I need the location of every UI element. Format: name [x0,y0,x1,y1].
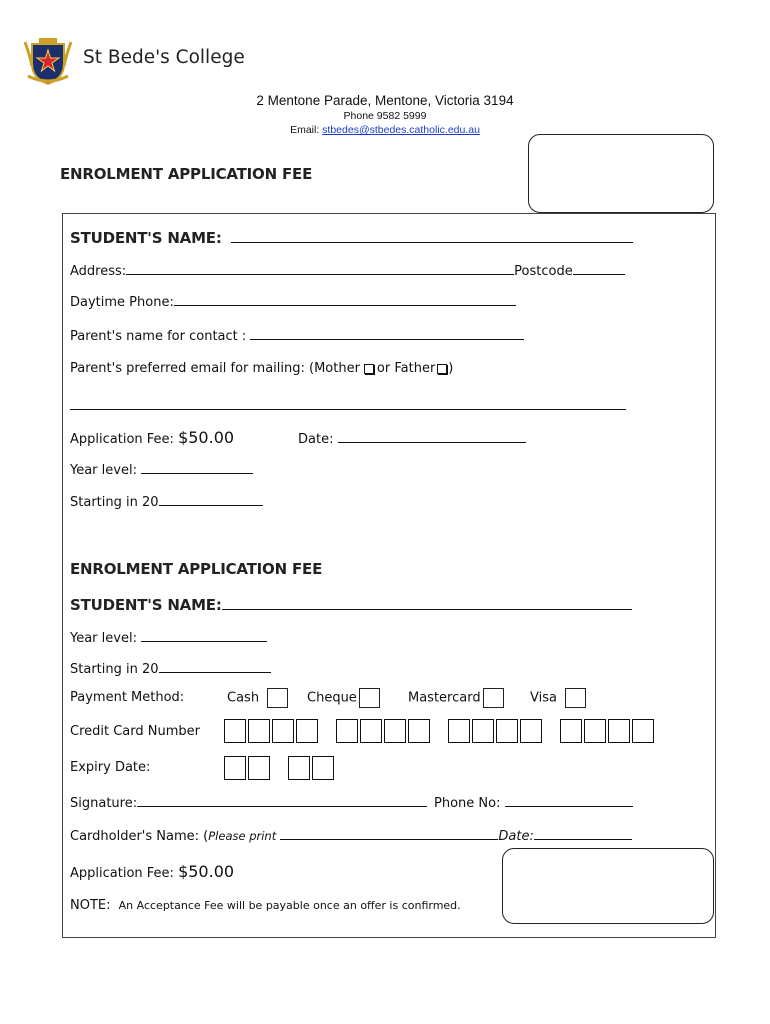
application-fee-row-1 [70,428,234,447]
daytime-phone-field[interactable] [70,293,516,310]
phone-no-label: Phone No: [434,796,501,811]
cardholder-name-field[interactable] [70,827,632,844]
cardholder-name-line [280,827,498,840]
year-level-field-2[interactable] [70,629,267,646]
page-title: ENROLMENT APPLICATION FEE [60,165,313,183]
cheque-option[interactable] [307,688,380,708]
date-field-1[interactable] [298,430,526,447]
year-level-label: Year level: [70,463,137,478]
cash-label: Cash [227,690,260,706]
cc-digit-box[interactable] [336,719,358,743]
postcode-label: Postcode [514,264,573,279]
cc-digit-box[interactable] [384,719,406,743]
expiry-month-box[interactable] [224,756,246,780]
year-level-line-2 [141,629,267,642]
mastercard-label: Mastercard [408,690,481,706]
phone-no-field[interactable] [434,794,633,811]
please-print-hint: Please print [208,829,277,843]
cc-digit-box[interactable] [408,719,430,743]
college-crest-logo [22,36,74,86]
father-checkbox[interactable] [437,364,447,374]
cash-checkbox[interactable] [267,688,288,708]
cc-digit-box[interactable] [632,719,654,743]
note-text: An Acceptance Fee will be payable once an offer is confirmed. [118,899,461,912]
application-fee-row-2 [70,862,234,881]
application-fee-label: Application Fee: [70,432,174,447]
cheque-label: Cheque [307,690,357,706]
cardholder-date-line [534,827,632,840]
college-address: 2 Mentone Parade, Mentone, Victoria 3194 [256,93,514,108]
date-label: Date: [298,432,334,447]
office-use-box-bottom [502,848,714,924]
student-name-label: STUDENT'S NAME: [70,229,222,247]
address-line [126,262,514,275]
preferred-email-line[interactable] [70,409,626,410]
parent-contact-field[interactable] [70,327,524,344]
cheque-checkbox[interactable] [359,688,380,708]
expiry-year-box[interactable] [312,756,334,780]
signature-field[interactable] [70,794,427,811]
application-fee-amount: $50.00 [178,428,235,447]
student-name-field[interactable] [70,229,633,247]
starting-in-label-2: Starting in 20 [70,662,159,677]
cc-digit-box[interactable] [560,719,582,743]
signature-line [137,794,427,807]
payment-method-label: Payment Method: [70,690,185,705]
visa-checkbox[interactable] [565,688,586,708]
signature-label: Signature: [70,796,138,811]
starting-in-line [159,493,263,506]
expiry-date-boxes[interactable] [224,756,336,780]
credit-card-number-label: Credit Card Number [70,724,200,739]
expiry-year-box[interactable] [288,756,310,780]
mother-checkbox[interactable] [364,364,374,374]
student-name-line-2 [222,597,632,610]
cc-digit-box[interactable] [224,719,246,743]
note-row [70,898,461,913]
postcode-line [573,262,625,275]
credit-card-number-boxes[interactable] [224,719,656,743]
application-fee-label-2: Application Fee: [70,866,174,881]
cardholder-name-label: Cardholder's Name: ( [70,829,209,844]
starting-in-field-2[interactable] [70,660,271,677]
student-name-field-2[interactable] [70,596,632,614]
office-use-box-top [528,134,714,213]
close-paren: ) [448,361,454,376]
starting-in-line-2 [159,660,271,673]
year-level-line [141,461,253,474]
section2-heading: ENROLMENT APPLICATION FEE [70,560,323,578]
college-name: St Bede's College [83,47,245,68]
address-label: Address: [70,264,127,279]
expiry-month-box[interactable] [248,756,270,780]
or-father-label: or Father [376,361,436,376]
email-label: Email: [290,124,320,136]
parent-contact-line [250,327,524,340]
payment-method-row [70,690,184,705]
cardholder-date-label: Date: [498,829,534,844]
cc-digit-box[interactable] [296,719,318,743]
year-level-field-1[interactable] [70,461,253,478]
starting-in-field-1[interactable] [70,493,263,510]
year-level-label-2: Year level: [70,631,137,646]
cc-digit-box[interactable] [360,719,382,743]
cc-digit-box[interactable] [608,719,630,743]
student-name-line [231,230,633,243]
cc-digit-box[interactable] [520,719,542,743]
date-line [338,430,526,443]
application-fee-amount-2: $50.00 [178,862,235,881]
daytime-phone-label: Daytime Phone: [70,295,174,310]
visa-option[interactable] [530,688,586,708]
cc-digit-box[interactable] [272,719,294,743]
mastercard-option[interactable] [408,688,504,708]
daytime-phone-line [174,293,516,306]
cc-digit-box[interactable] [496,719,518,743]
parent-contact-label: Parent's name for contact : [70,329,247,344]
cc-digit-box[interactable] [472,719,494,743]
visa-label: Visa [530,690,557,706]
starting-in-label: Starting in 20 [70,495,159,510]
cc-digit-box[interactable] [448,719,470,743]
email-link[interactable]: stbedes@stbedes.catholic.edu.au [322,124,480,136]
cash-option[interactable] [227,688,288,708]
phone-no-line [505,794,633,807]
college-phone: Phone 9582 5999 [343,110,427,122]
expiry-date-label: Expiry Date: [70,760,151,775]
address-field[interactable] [70,262,625,279]
cc-digit-box[interactable] [584,719,606,743]
mastercard-checkbox[interactable] [483,688,504,708]
student-name-label-2: STUDENT'S NAME: [70,596,222,614]
cc-digit-box[interactable] [248,719,270,743]
preferred-email-row [70,361,453,376]
note-label: NOTE: [70,898,111,913]
preferred-email-label: Parent's preferred email for mailing: (Mother [70,361,360,376]
